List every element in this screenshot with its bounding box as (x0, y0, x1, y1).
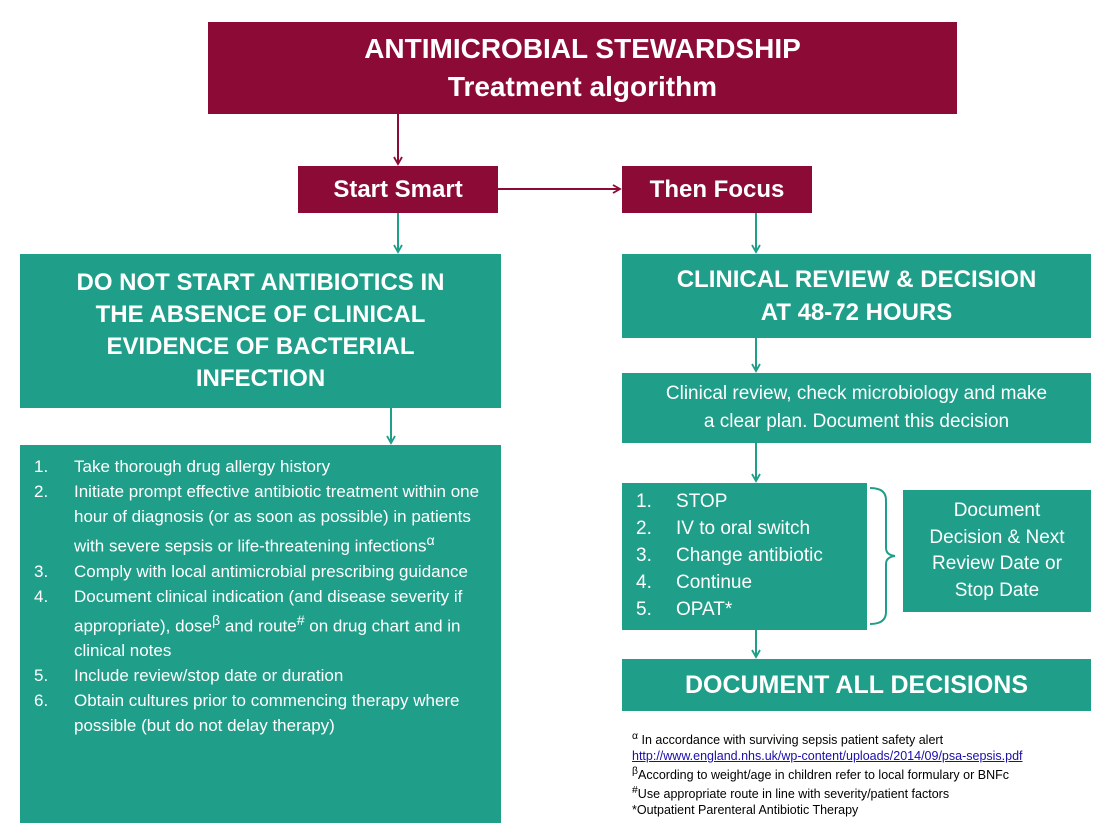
warning-line-2: THE ABSENCE OF CLINICAL (95, 301, 426, 328)
item-text: Initiate prompt effective antibiotic treatment within one hour of diagnosis (or as soon as possible) in patients with severe sepsis or life-threatening infections (74, 482, 480, 556)
footnote-text: According to weight/age in children refer to local formulary or BNFc (638, 768, 1009, 783)
list-item (636, 542, 859, 569)
plan-line-2: a clear plan. Document this decision (703, 411, 1010, 432)
start-smart-actions-box (20, 445, 501, 823)
decision-options-box (622, 483, 867, 630)
document-all-decisions-box (622, 659, 1091, 711)
algorithm-title-box (208, 22, 957, 114)
warning-line-1: DO NOT START ANTIBIOTICS IN (76, 269, 445, 296)
footnote-link-row (632, 748, 1102, 764)
option-number: 2. (636, 518, 652, 539)
list-item (636, 488, 859, 515)
title-line-1: ANTIMICROBIAL STEWARDSHIP (364, 33, 801, 64)
item-text-wrap (74, 479, 491, 559)
option-text: Continue (676, 572, 753, 593)
document-line-2: Decision & Next (929, 526, 1065, 548)
item-number: 3. (34, 561, 49, 581)
footnote-mark: # (632, 785, 638, 797)
review-line-1: CLINICAL REVIEW & DECISION (676, 266, 1037, 293)
warning-line-4: INFECTION (195, 365, 326, 392)
list-item (34, 688, 491, 738)
item-number: 4. (34, 586, 49, 606)
list-item (636, 569, 859, 596)
footnote-alpha (632, 729, 1102, 748)
option-text: IV to oral switch (676, 518, 811, 539)
footnote-beta-mark: β (211, 612, 221, 629)
item-text-part-c: on drug chart and in clinical notes (74, 616, 461, 661)
title-line-2: Treatment algorithm (447, 71, 718, 102)
item-text: Obtain cultures prior to commencing therapy where possible (but do not delay therapy) (74, 691, 460, 736)
warning-line-3: EVIDENCE OF BACTERIAL (106, 333, 415, 360)
then-focus-box (622, 166, 812, 213)
review-line-2: AT 48-72 HOURS (760, 299, 953, 326)
option-number: 4. (636, 572, 652, 593)
document-all-label: DOCUMENT ALL DECISIONS (684, 670, 1029, 699)
item-number: 2. (34, 482, 49, 501)
clinical-review-box (622, 254, 1091, 338)
option-number: 3. (636, 545, 652, 566)
psa-sepsis-link[interactable]: http://www.england.nhs.uk/wp-content/uploads/2014/09/psa-sepsis.pdf (632, 749, 1023, 764)
start-smart-label: Start Smart (333, 175, 463, 203)
list-item (34, 663, 491, 688)
document-line-4: Stop Date (954, 579, 1040, 601)
footnote-beta (632, 764, 1102, 783)
start-smart-box (298, 166, 498, 213)
no-antibiotics-warning-box (20, 254, 501, 408)
item-text-wrap (74, 584, 491, 664)
item-number: 1. (34, 457, 49, 476)
footnote-mark: β (632, 766, 638, 778)
list-item (34, 454, 491, 479)
option-number: 1. (636, 491, 652, 512)
decision-options-list (636, 488, 859, 623)
footnote-hash (632, 783, 1102, 802)
review-plan-box (622, 373, 1091, 443)
then-focus-label: Then Focus (649, 175, 785, 203)
item-text-part-a: Document clinical indication (and disease severity if appropriate), dose (74, 586, 463, 636)
list-item (34, 584, 491, 664)
footnote-text: In accordance with surviving sepsis patient safety alert (638, 733, 944, 748)
item-number: 5. (34, 666, 49, 686)
document-line-3: Review Date or (932, 553, 1062, 574)
option-text: OPAT* (676, 599, 733, 620)
footnotes (632, 729, 1102, 818)
plan-line-1: Clinical review, check microbiology and make (665, 383, 1048, 404)
list-item (636, 515, 859, 542)
list-item (636, 596, 859, 623)
item-text: Comply with local antimicrobial prescribing guidance (74, 561, 469, 581)
option-text: Change antibiotic (676, 545, 823, 566)
list-item (34, 479, 491, 559)
footnote-star (632, 802, 1102, 818)
item-number: 6. (34, 691, 49, 711)
footnote-hash-mark: # (296, 612, 305, 629)
item-text: Take thorough drug allergy history (74, 457, 331, 476)
footnote-text: *Outpatient Parenteral Antibiotic Therapy (632, 803, 859, 818)
document-decision-box (903, 490, 1091, 612)
list-item (34, 559, 491, 584)
start-smart-actions-list (34, 454, 491, 738)
item-text-part-b: and route (220, 616, 297, 636)
item-text: Include review/stop date or duration (74, 666, 344, 686)
option-text: STOP (676, 491, 728, 512)
footnote-alpha-mark: α (426, 533, 435, 549)
document-line-1: Document (953, 500, 1041, 521)
options-brace (870, 488, 895, 624)
option-number: 5. (636, 599, 652, 620)
footnote-mark: α (632, 731, 639, 742)
footnote-text: Use appropriate route in line with severity/patient factors (637, 787, 950, 802)
